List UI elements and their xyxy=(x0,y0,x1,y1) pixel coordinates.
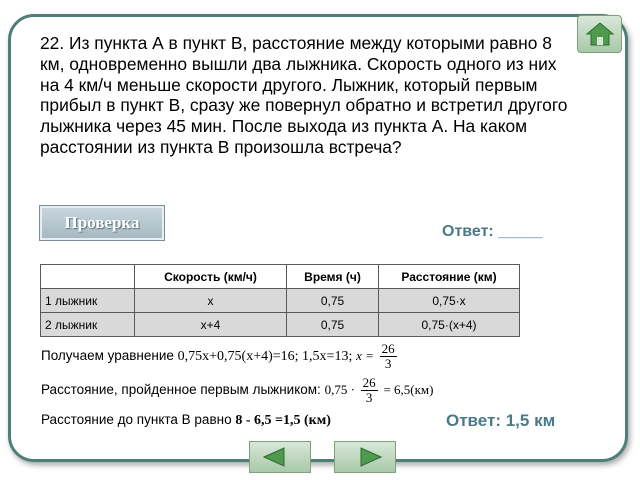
prev-button[interactable] xyxy=(249,441,311,473)
equation-fraction xyxy=(380,342,397,371)
home-button[interactable] xyxy=(577,15,622,53)
table-cell: 0,75 xyxy=(287,289,379,313)
remaining-label: Расстояние до пункта В равно xyxy=(41,412,232,427)
next-button[interactable] xyxy=(334,441,396,473)
equation-formula: 0,75x+0,75(x+4)=16; 1,5x=13; xyxy=(177,349,353,365)
table-cell: 2 лыжник xyxy=(41,313,135,337)
answer-placeholder: Ответ: _____ xyxy=(442,223,543,240)
distance-fraction xyxy=(361,376,378,405)
fraction-numerator: 26 xyxy=(381,341,395,356)
table-row xyxy=(41,289,520,313)
fraction-denominator: 3 xyxy=(384,356,392,371)
distance-result: = 6,5(км) xyxy=(383,382,434,398)
distance-line xyxy=(41,376,433,405)
fraction-numerator: 26 xyxy=(362,375,376,390)
table-cell: 0,75·(x+4) xyxy=(379,313,520,337)
arrow-right-icon xyxy=(345,446,385,468)
fraction-denominator: 3 xyxy=(365,390,373,405)
equation-label: Получаем уравнение xyxy=(41,348,174,364)
table-cell: x+4 xyxy=(135,313,287,337)
equation-x: x = xyxy=(356,348,374,364)
problem-text: 22. Из пункта А в пункт В, расстояние между которыми равно 8 км, одновременно вышли два лыжника. Скорость одного из них на 4 км/ч меньше скорости другого. Лыжник, который первым прибыл в пункт В, сразу же повернул обратно и встретил другого лыжника через 45 мин. После выхода из пункта А. На каком расстоянии из пункта В произошла встреча? xyxy=(40,33,568,157)
distance-label: Расстояние, пройденное первым лыжником: xyxy=(41,382,321,398)
equation-line xyxy=(41,342,399,371)
table-header-row xyxy=(41,265,520,289)
distance-prefix: 0,75 · xyxy=(324,382,355,398)
table-cell: 0,75·x xyxy=(379,289,520,313)
table-header: Время (ч) xyxy=(287,265,379,289)
table-row xyxy=(41,313,520,337)
home-icon xyxy=(585,21,615,47)
table-cell: 0,75 xyxy=(287,313,379,337)
table-cell: x xyxy=(135,289,287,313)
arrow-left-icon xyxy=(260,446,300,468)
check-button[interactable]: Проверка xyxy=(40,206,164,240)
table-header: Расстояние (км) xyxy=(379,265,520,289)
remaining-line xyxy=(41,412,331,429)
final-answer: Ответ: 1,5 км xyxy=(446,411,556,430)
table-cell: 1 лыжник xyxy=(41,289,135,313)
table-header: Скорость (км/ч) xyxy=(135,265,287,289)
data-table xyxy=(40,264,520,337)
remaining-formula: 8 - 6,5 =1,5 (км) xyxy=(235,413,331,428)
table-header xyxy=(41,265,135,289)
